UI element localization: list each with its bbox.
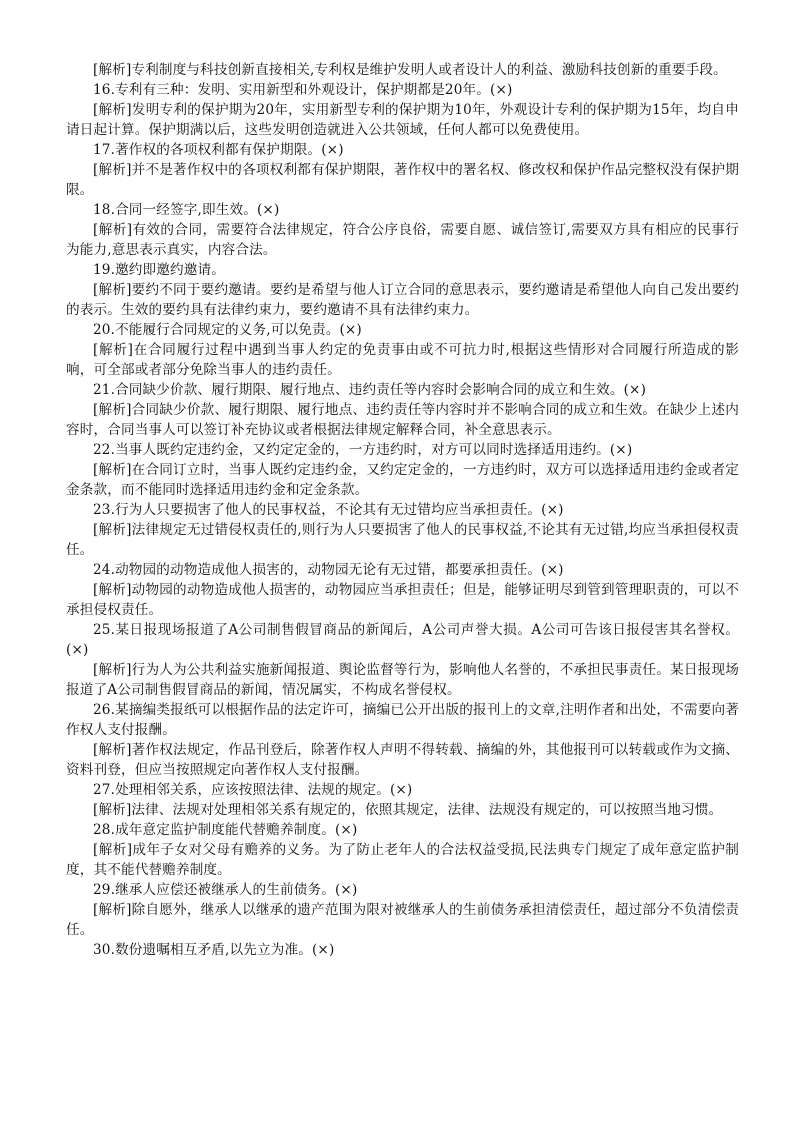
question-paragraph: 16.专利有三种：发明、实用新型和外观设计，保护期都是20年。(×) — [93, 82, 513, 98]
question-paragraph: 26.某摘编类报纸可以根据作品的法定许可，摘编已公开出版的报刊上的文章,注明作者和出处，不需要向著作权人支付报酬。 — [66, 702, 739, 738]
analysis-paragraph: [解析]动物园的动物造成他人损害的，动物园应当承担责任；但是，能够证明尽到管到管理职责的，可以不承担侵权责任。 — [66, 582, 739, 618]
question-paragraph: 28.成年意定监护制度能代替赡养制度。(×) — [93, 822, 358, 838]
analysis-paragraph: [解析]在合同履行过程中遇到当事人约定的免责事由或不可抗力时,根据这些情形对合同履行所造成的影响，可全部或者部分免除当事人的违约责任。 — [66, 342, 739, 378]
analysis-paragraph: [解析]并不是著作权中的各项权利都有保护期限，著作权中的署名权、修改权和保护作品完整权没有保护期限。 — [66, 162, 739, 198]
analysis-paragraph: [解析]著作权法规定，作品刊登后，除著作权人声明不得转载、摘编的外，其他报刊可以转载或作为文摘、资料刊登，但应当按照规定向著作权人支付报酬。 — [66, 742, 739, 778]
analysis-paragraph: [解析]行为人为公共利益实施新闻报道、舆论监督等行为，影响他人名誉的，不承担民事责任。某日报现场报道了A公司制售假冒商品的新闻，情况属实，不构成名誉侵权。 — [66, 662, 739, 698]
analysis-paragraph: [解析]专利制度与科技创新直接相关,专利权是维护发明人或者设计人的利益、激励科技创新的重要手段。 — [93, 62, 727, 78]
analysis-paragraph: [解析]有效的合同，需要符合法律规定，符合公序良俗，需要自愿、诚信签订,需要双方具有相应的民事行为能力,意思表示真实，内容合法。 — [66, 222, 739, 258]
analysis-paragraph: [解析]法律、法规对处理相邻关系有规定的，依照其规定，法律、法规没有规定的，可以按照当地习惯。 — [93, 802, 723, 818]
question-paragraph: 27.处理相邻关系，应该按照法律、法规的规定。(×) — [93, 782, 413, 798]
analysis-paragraph: [解析]要约不同于要约邀请。要约是希望与他人订立合同的意思表示，要约邀请是希望他人向自己发出要约的表示。生效的要约具有法律约束力，要约邀请不具有法律约束力。 — [66, 282, 739, 318]
question-paragraph: 19.邀约即邀约邀请。 — [93, 262, 226, 278]
question-paragraph: 30.数份遗嘱相互矛盾,以先立为准。(×) — [93, 942, 335, 958]
question-paragraph: 18.合同一经签字,即生效。(×) — [93, 202, 280, 218]
analysis-paragraph: [解析]成年子女对父母有赡养的义务。为了防止老年人的合法权益受损,民法典专门规定了成年意定监护制度，其不能代替赡养制度。 — [66, 842, 739, 878]
analysis-paragraph: [解析]在合同订立时，当事人既约定违约金，又约定定金的，一方违约时，双方可以选择适用违约金或者定金条款，而不能同时选择适用违约金和定金条款。 — [66, 462, 739, 498]
question-paragraph: 20.不能履行合同规定的义务,可以免责。(×) — [93, 322, 362, 338]
question-paragraph: 17.著作权的各项权利都有保护期限。(×) — [93, 142, 344, 158]
analysis-paragraph: [解析]合同缺少价款、履行期限、履行地点、违约责任等内容时并不影响合同的成立和生效。在缺少上述内容时，合同当事人可以签订补充协议或者根据法律规定解释合同，补全意思表示。 — [66, 402, 739, 438]
analysis-paragraph: [解析]法律规定无过错侵权责任的,则行为人只要损害了他人的民事权益,不论其有无过错,均应当承担侵权责任。 — [66, 522, 739, 558]
question-paragraph: 22.当事人既约定违约金，又约定定金的，一方违约时，对方可以同时选择适用违约。(×) — [93, 442, 633, 458]
question-paragraph: 23.行为人只要损害了他人的民事权益，不论其有无过错均应当承担责任。(×) — [93, 502, 564, 518]
analysis-paragraph: [解析]发明专利的保护期为20年，实用新型专利的保护期为10年，外观设计专利的保护期为15年，均自申请日起计算。保护期满以后，这些发明创造就进入公共领域，任何人都可以免费使用。 — [66, 102, 739, 138]
question-paragraph: 25.某日报现场报道了A公司制售假冒商品的新闻后，A公司声誉大损。A公司可告该日报侵害其名誉权。(×) — [66, 622, 739, 658]
question-paragraph: 29.继承人应偿还被继承人的生前债务。(×) — [93, 882, 358, 898]
analysis-paragraph: [解析]除自愿外，继承人以继承的遗产范围为限对被继承人的生前债务承担清偿责任，超过部分不负清偿责任。 — [66, 902, 739, 938]
question-paragraph: 24.动物园的动物造成他人损害的，动物园无论有无过错，都要承担责任。(×) — [93, 562, 564, 578]
question-paragraph: 21.合同缺少价款、履行期限、履行地点、违约责任等内容时会影响合同的成立和生效。(×) — [93, 382, 647, 398]
